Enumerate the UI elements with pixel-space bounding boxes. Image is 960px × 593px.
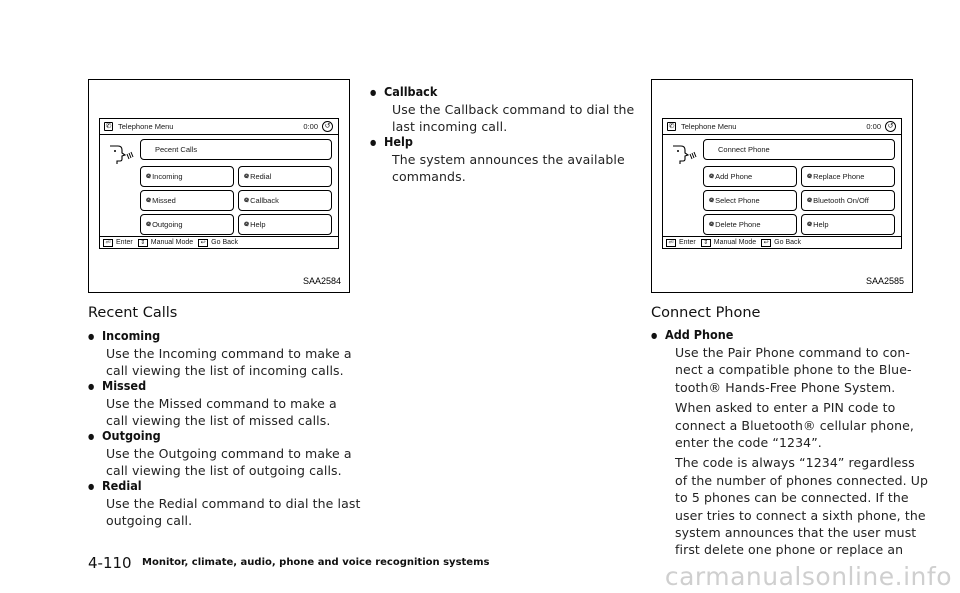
go-back-icon: ↩ — [761, 239, 771, 247]
voice-icon: ᪤ — [244, 221, 249, 228]
term-missed: ● Missed — [88, 378, 147, 393]
bullet-icon: ● — [88, 482, 95, 491]
voice-icon: ᪤ — [709, 221, 714, 228]
manual-mode-icon: ⇕ — [701, 239, 711, 247]
desc-missed: Use the Missed command to make a call viewing the list of missed calls. — [106, 396, 337, 429]
screen-title: Telephone Menu — [681, 122, 737, 131]
term-callback: ● Callback — [370, 84, 438, 99]
voice-icon: ᪤ — [146, 173, 151, 180]
callback-button[interactable]: ᪤ Callback — [238, 190, 332, 211]
telephone-icon: ✆ — [668, 123, 675, 130]
voice-icon: ᪤ — [146, 197, 151, 204]
select-phone-button[interactable]: ᪤ Select Phone — [703, 190, 797, 211]
voice-icon: ᪤ — [709, 173, 714, 180]
voice-icon: ᪤ — [709, 197, 714, 204]
title-bar — [100, 119, 338, 135]
page-number: 4-110 — [88, 554, 132, 572]
add-phone-button[interactable]: ᪤ Add Phone — [703, 166, 797, 187]
telephone-menu-screen — [99, 118, 339, 249]
status-bar: ⏎ Enter ⇕ Manual Mode ↩ Go Back — [663, 236, 901, 248]
voice-icon: ᪤ — [807, 197, 812, 204]
bullet-icon: ● — [88, 382, 95, 391]
desc-outgoing: Use the Outgoing command to make a call viewing the list of outgoing calls. — [106, 446, 352, 479]
voice-icon: ᪤ — [244, 173, 249, 180]
chapter-title: Monitor, climate, audio, phone and voice recognition systems — [142, 557, 490, 568]
figure-connect-phone — [651, 79, 913, 293]
voice-icon: ᪤ — [807, 221, 812, 228]
desc-redial: Use the Redial command to dial the last outgoing call. — [106, 496, 361, 529]
delete-phone-button[interactable]: ᪤ Delete Phone — [703, 214, 797, 235]
bullet-icon: ● — [651, 331, 658, 340]
connect-phone-header-button[interactable]: Connect Phone — [703, 139, 895, 160]
call-time: 0:00 — [866, 122, 881, 131]
desc-incoming: Use the Incoming command to make a call viewing the list of incoming calls. — [106, 346, 352, 379]
section-heading-recent-calls: Recent Calls — [88, 305, 178, 321]
title-bar — [663, 119, 901, 135]
screen-title: Telephone Menu — [118, 122, 174, 131]
desc-callback: Use the Callback command to dial the last incoming call. — [392, 102, 635, 135]
enter-icon: ⏎ — [666, 239, 676, 247]
manual-mode-icon: ⇕ — [138, 239, 148, 247]
term-redial: ● Redial — [88, 478, 142, 493]
telephone-icon: ✆ — [105, 123, 112, 130]
status-bar: ⏎ Enter ⇕ Manual Mode ↩ Go Back — [100, 236, 338, 248]
voice-icon: ᪤ — [807, 173, 812, 180]
telephone-menu-screen — [662, 118, 902, 249]
desc-help: The system announces the available commands. — [392, 152, 625, 185]
bullet-icon: ● — [370, 88, 377, 97]
bullet-icon: ● — [370, 138, 377, 147]
term-help: ● Help — [370, 134, 413, 149]
replace-phone-button[interactable]: ᪤ Replace Phone — [801, 166, 895, 187]
call-time: 0:00 — [303, 122, 318, 131]
back-icon: ↺ — [322, 121, 333, 132]
figure-code: SAA2585 — [865, 276, 904, 286]
voice-icon: ᪤ — [244, 197, 249, 204]
voice-recognition-icon — [108, 142, 134, 166]
term-add-phone: ● Add Phone — [651, 327, 734, 342]
outgoing-button[interactable]: ᪤ Outgoing — [140, 214, 234, 235]
figure-recent-calls — [88, 79, 350, 293]
bullet-icon: ● — [88, 332, 95, 341]
term-incoming: ● Incoming — [88, 328, 161, 343]
enter-icon: ⏎ — [103, 239, 113, 247]
incoming-button[interactable]: ᪤ Incoming — [140, 166, 234, 187]
watermark: carmanualsonline.info — [664, 562, 952, 591]
back-icon: ↺ — [885, 121, 896, 132]
help-button[interactable]: ᪤ Help — [238, 214, 332, 235]
bullet-icon: ● — [88, 432, 95, 441]
section-heading-connect-phone: Connect Phone — [651, 305, 761, 321]
help-button[interactable]: ᪤ Help — [801, 214, 895, 235]
go-back-icon: ↩ — [198, 239, 208, 247]
desc-add-phone: Use the Pair Phone command to con- nect a compatible phone to the Blue- tooth® Hands-Free Phone System. When asked to enter a PIN code to connect a Bluetooth® cellular phone, enter the code “1234”. The code is always “1234” regardless of the number of phones connected. Up to 5 phones can be connected. If the user tries to connect a sixth phone, the system announces that the user must first delete one phone or replace an — [675, 345, 929, 558]
voice-icon: ᪤ — [146, 221, 151, 228]
bluetooth-toggle-button[interactable]: ᪤ Bluetooth On/Off — [801, 190, 895, 211]
redial-button[interactable]: ᪤ Redial — [238, 166, 332, 187]
recent-calls-header-button[interactable]: Pecent Calls — [140, 139, 332, 160]
voice-recognition-icon — [671, 142, 697, 166]
term-outgoing: ● Outgoing — [88, 428, 161, 443]
missed-button[interactable]: ᪤ Missed — [140, 190, 234, 211]
figure-code: SAA2584 — [302, 276, 341, 286]
